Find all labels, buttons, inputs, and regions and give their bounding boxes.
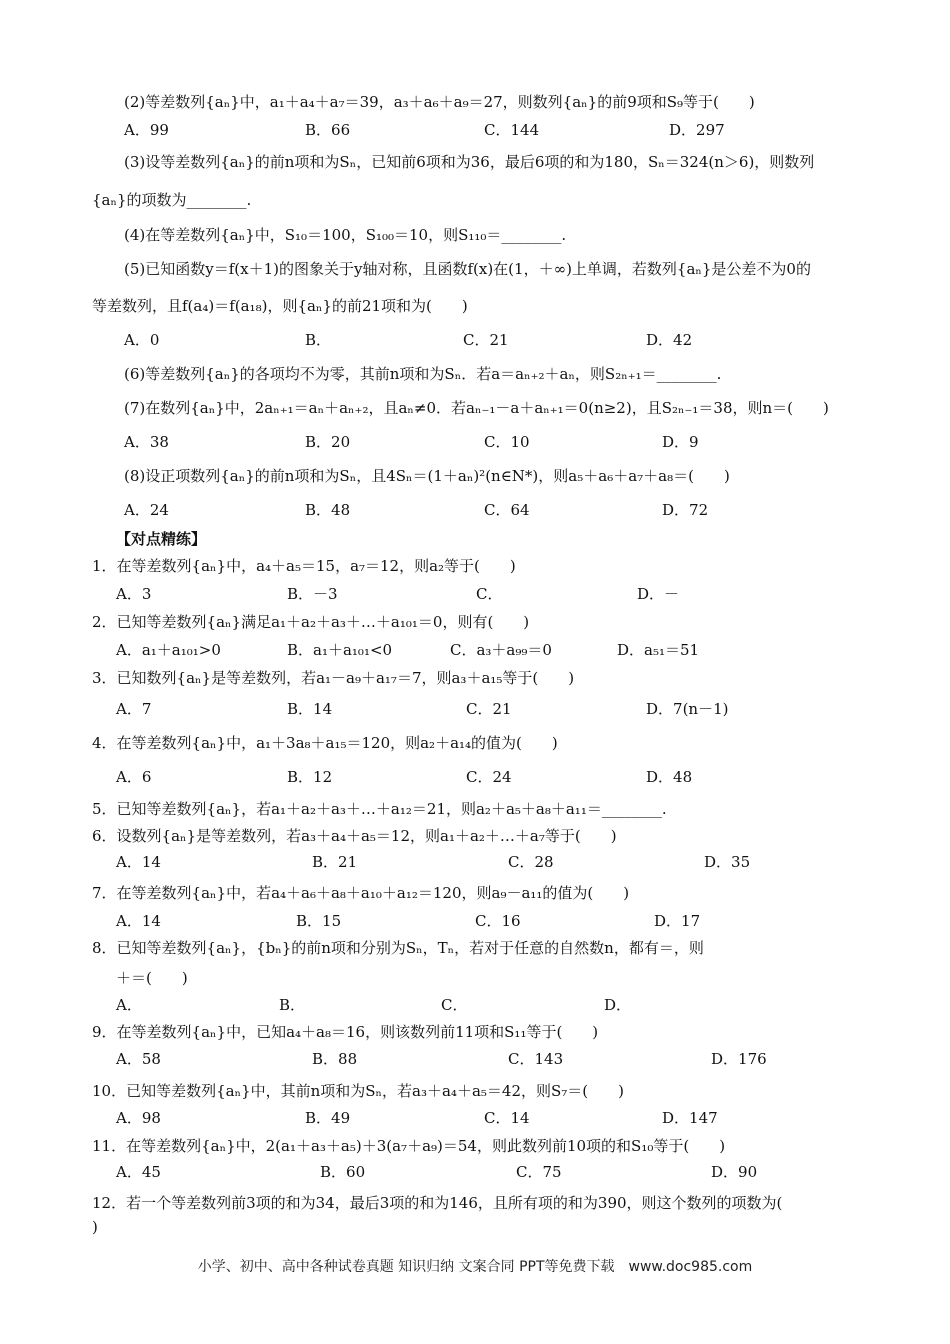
answer-option: C．28 [508, 853, 554, 871]
question-line: (2)等差数列{aₙ}中，a₁＋a₄＋a₇＝39，a₃＋a₆＋a₉＝27，则数列{aₙ}的前9项和S₉等于( ) [124, 93, 755, 111]
answer-option: B．20 [305, 433, 351, 451]
question-line: 12．若一个等差数列前3项的和为34，最后3项的和为146，且所有项的和为390，则这个数列的项数为( [92, 1194, 783, 1212]
answer-option: C．14 [484, 1109, 530, 1127]
answer-option: B．21 [312, 853, 358, 871]
answer-option: B．88 [312, 1050, 358, 1068]
answer-option: C．21 [463, 331, 509, 349]
question-line: 等差数列，且f(a₄)＝f(a₁₈)，则{aₙ}的前21项和为( ) [92, 297, 468, 315]
question-line: (8)设正项数列{aₙ}的前n项和为Sₙ，且4Sₙ＝(1＋aₙ)²(n∈N*)，则a₅＋a₆＋a₇＋a₈＝( ) [124, 467, 730, 485]
question-line: 5．已知等差数列{aₙ}，若a₁＋a₂＋a₃＋…＋a₁₂＝21，则a₂＋a₅＋a₈＋a₁₁＝________. [92, 800, 667, 818]
answer-option: A．99 [124, 121, 169, 139]
question-line: (5)已知函数y＝f(x＋1)的图象关于y轴对称，且函数f(x)在(1，＋∞)上单调，若数列{aₙ}是公差不为0的 [124, 260, 811, 278]
answer-option: D．72 [662, 501, 709, 519]
question-line: (6)等差数列{aₙ}的各项均不为零，其前n项和为Sₙ．若a＝aₙ₊₂＋aₙ，则S₂ₙ₊₁＝________. [124, 365, 722, 383]
question-line: ＋＝( ) [116, 969, 188, 987]
answer-option: A．0 [124, 331, 160, 349]
answer-option: A． [116, 996, 142, 1014]
answer-option: C． [476, 585, 503, 603]
answer-option: D．a₅₁＝51 [617, 641, 700, 659]
answer-option: C．64 [484, 501, 530, 519]
question-line: (3)设等差数列{aₙ}的前n项和为Sₙ，已知前6项和为36，最后6项的和为180，Sₙ＝324(n＞6)，则数列 [124, 153, 815, 171]
question-line: 2．已知等差数列{aₙ}满足a₁＋a₂＋a₃＋…＋a₁₀₁＝0，则有( ) [92, 613, 530, 631]
answer-option: D．48 [646, 768, 693, 786]
answer-option: D．7(n－1) [646, 700, 729, 718]
question-line: 8．已知等差数列{aₙ}，{bₙ}的前n项和分别为Sₙ，Tₙ，若对于任意的自然数n，都有＝，则 [92, 939, 704, 957]
answer-option: A．45 [116, 1163, 161, 1181]
answer-option: C．144 [484, 121, 540, 139]
answer-option: A．a₁＋a₁₀₁>0 [116, 641, 221, 659]
answer-option: D．17 [654, 912, 701, 930]
answer-option: C． [441, 996, 468, 1014]
question-line: 10．已知等差数列{aₙ}中，其前n项和为Sₙ，若a₃＋a₄＋a₅＝42，则S₇＝( ) [92, 1082, 624, 1100]
answer-option: A．14 [116, 853, 161, 871]
answer-option: A．58 [116, 1050, 161, 1068]
answer-option: C．16 [475, 912, 521, 930]
answer-option: B．60 [320, 1163, 366, 1181]
question-line: ) [92, 1218, 98, 1236]
question-line: 1．在等差数列{aₙ}中，a₄＋a₅＝15，a₇＝12，则a₂等于( ) [92, 557, 516, 575]
answer-option: A．38 [124, 433, 169, 451]
question-line: {aₙ}的项数为________. [92, 191, 252, 209]
answer-option: C．10 [484, 433, 530, 451]
answer-option: A．7 [116, 700, 152, 718]
answer-option: D．147 [662, 1109, 718, 1127]
answer-option: C．24 [466, 768, 512, 786]
answer-option: B．a₁＋a₁₀₁<0 [287, 641, 393, 659]
question-line: 3．已知数列{aₙ}是等差数列，若a₁－a₉＋a₁₇＝7，则a₃＋a₁₅等于( ) [92, 669, 575, 687]
answer-option: D．42 [646, 331, 693, 349]
question-line: (4)在等差数列{aₙ}中，S₁₀＝100，S₁₀₀＝10，则S₁₁₀＝________. [124, 226, 567, 244]
question-line: 9．在等差数列{aₙ}中，已知a₄＋a₈＝16，则该数列前11项和S₁₁等于( ) [92, 1023, 599, 1041]
section-heading: 【对点精练】 [116, 530, 207, 548]
answer-option: D．90 [711, 1163, 758, 1181]
answer-option: D．9 [662, 433, 699, 451]
answer-option: B． [305, 331, 332, 349]
footer-text: 小学、初中、高中各种试卷真题 知识归纳 文案合同 PPT等免费下载 www.doc985.com [197, 1259, 753, 1275]
answer-option: A．98 [116, 1109, 161, 1127]
answer-option: A．14 [116, 912, 161, 930]
answer-option: D．－ [637, 585, 680, 603]
answer-option: D．35 [704, 853, 751, 871]
question-line: 6．设数列{aₙ}是等差数列，若a₃＋a₄＋a₅＝12，则a₁＋a₂＋…＋a₇等于( ) [92, 827, 617, 845]
answer-option: A．3 [116, 585, 152, 603]
question-line: 11．在等差数列{aₙ}中，2(a₁＋a₃＋a₅)＋3(a₇＋a₉)＝54，则此数列前10项的和S₁₀等于( ) [92, 1137, 726, 1155]
answer-option: A．24 [124, 501, 169, 519]
question-line: 7．在等差数列{aₙ}中，若a₄＋a₆＋a₈＋a₁₀＋a₁₂＝120，则a₉－a₁₁的值为( ) [92, 884, 630, 902]
answer-option: C．21 [466, 700, 512, 718]
answer-option: B．12 [287, 768, 333, 786]
answer-option: D． [604, 996, 632, 1014]
answer-option: C．a₃＋a₉₉＝0 [450, 641, 552, 659]
answer-option: C．75 [516, 1163, 562, 1181]
answer-option: B．－3 [287, 585, 338, 603]
answer-option: C．143 [508, 1050, 564, 1068]
answer-option: A．6 [116, 768, 152, 786]
answer-option: D．176 [711, 1050, 767, 1068]
answer-option: B．14 [287, 700, 333, 718]
question-line: 4．在等差数列{aₙ}中，a₁＋3a₈＋a₁₅＝120，则a₂＋a₁₄的值为( ) [92, 734, 558, 752]
answer-option: B． [279, 996, 306, 1014]
question-line: (7)在数列{aₙ}中，2aₙ₊₁＝aₙ＋aₙ₊₂，且aₙ≠0．若aₙ₋₁－a＋aₙ₊₁＝0(n≥2)，且S₂ₙ₋₁＝38，则n＝( ) [124, 399, 829, 417]
answer-option: B．66 [305, 121, 351, 139]
answer-option: D．297 [669, 121, 725, 139]
answer-option: B．49 [305, 1109, 351, 1127]
answer-option: B．15 [296, 912, 342, 930]
answer-option: B．48 [305, 501, 351, 519]
